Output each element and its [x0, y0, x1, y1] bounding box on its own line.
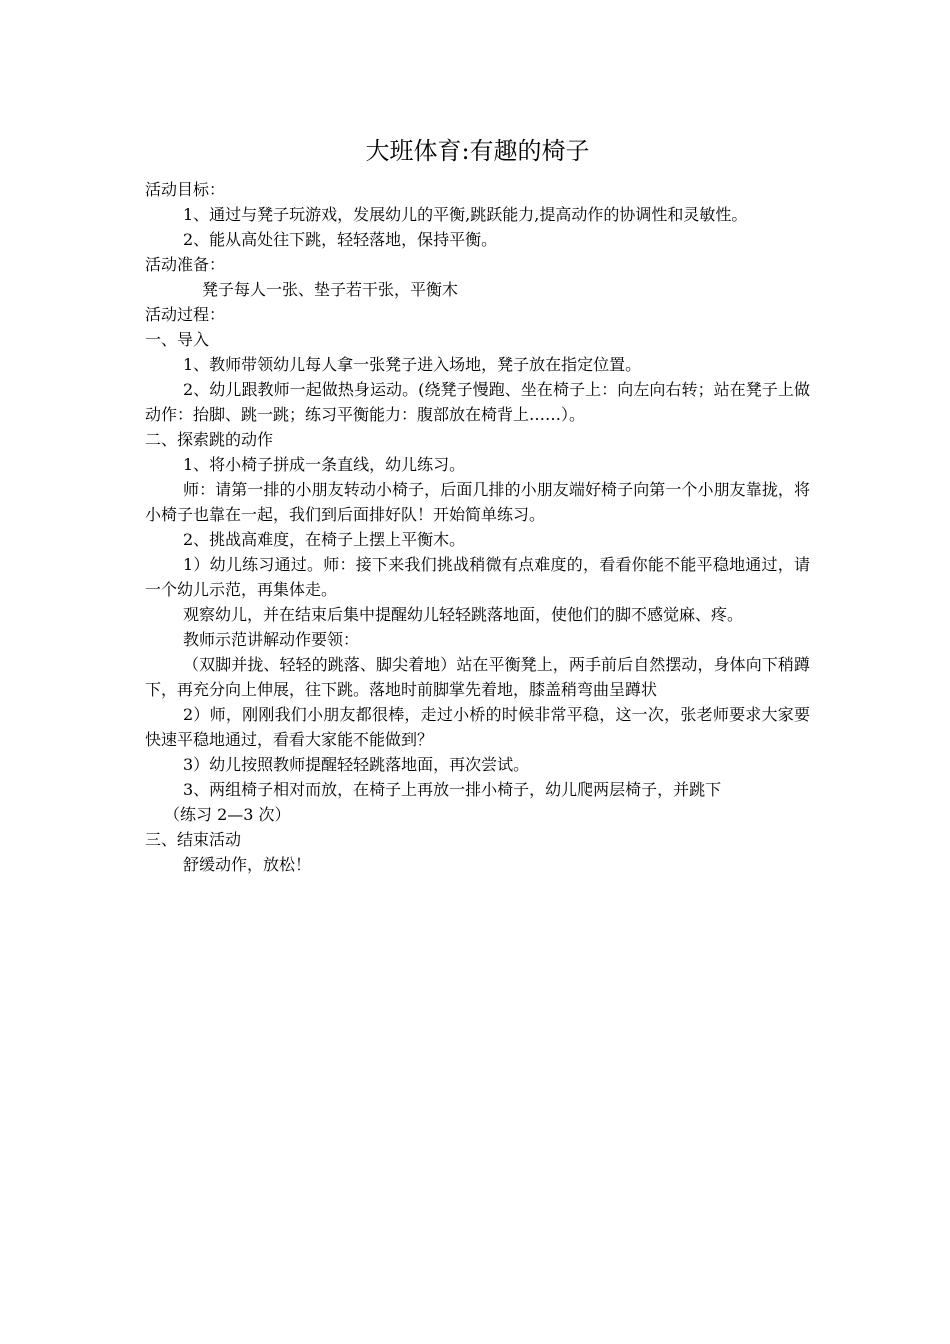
objective-1: 1、通过与凳子玩游戏，发展幼儿的平衡,跳跃能力,提高动作的协调性和灵敏性。	[183, 205, 748, 224]
paragraph: 1、教师带领幼儿每人拿一张凳子进入场地，凳子放在指定位置。	[183, 355, 642, 374]
paragraph: 2）师，刚刚我们小朋友都很棒，走过小桥的时候非常平稳，这一次，张老师要求大家要快速平稳地通过，看看大家能不能做到？	[145, 705, 810, 749]
section-end-heading: 三、结束活动	[145, 830, 242, 849]
heading-preparation: 活动准备：	[145, 255, 226, 274]
paragraph: 3、两组椅子相对而放，在椅子上再放一排小椅子，幼儿爬两层椅子，并跳下	[183, 780, 722, 799]
preparation-items: 凳子每人一张、垫子若干张，平衡木	[202, 280, 459, 299]
paragraph: 舒缓动作，放松！	[183, 855, 312, 874]
paragraph: 教师示范讲解动作要领：	[183, 630, 360, 649]
document-page	[145, 133, 810, 877]
objective-2: 2、能从高处往下跳，轻轻落地，保持平衡。	[183, 230, 498, 249]
document-title: 大班体育:有趣的椅子	[365, 137, 590, 165]
paragraph: （练习 2—3 次）	[164, 805, 291, 824]
paragraph: 3）幼儿按照教师提醒轻轻跳落地面，再次尝试。	[183, 755, 530, 774]
paragraph: 1、将小椅子拼成一条直线，幼儿练习。	[183, 455, 466, 474]
section-intro-heading: 一、导入	[145, 330, 210, 349]
paragraph: 观察幼儿，并在结束后集中提醒幼儿轻轻跳落地面，使他们的脚不感觉麻、疼。	[183, 605, 744, 624]
paragraph: 2、挑战高难度，在椅子上摆上平衡木。	[183, 530, 466, 549]
paragraph: 2、幼儿跟教师一起做热身运动。(绕凳子慢跑、坐在椅子上：向左向右转；站在凳子上做动作：抬脚、跳一跳；练习平衡能力：腹部放在椅背上……）。	[145, 380, 810, 424]
paragraph: 1）幼儿练习通过。师：接下来我们挑战稍微有点难度的，看看你能不能平稳地通过，请一个幼儿示范，再集体走。	[145, 555, 810, 599]
paragraph: 师：请第一排的小朋友转动小椅子，后面几排的小朋友端好椅子向第一个小朋友靠拢，将小椅子也靠在一起，我们到后面排好队！开始简单练习。	[145, 480, 810, 524]
section-explore-heading: 二、探索跳的动作	[145, 430, 274, 449]
heading-process: 活动过程：	[145, 305, 226, 324]
paragraph: （双脚并拢、轻轻的跳落、脚尖着地）站在平衡凳上，两手前后自然摆动，身体向下稍蹲下，再充分向上伸展，往下跳。落地时前脚掌先着地，膝盖稍弯曲呈蹲状	[145, 655, 810, 699]
heading-objectives: 活动目标：	[145, 180, 226, 199]
